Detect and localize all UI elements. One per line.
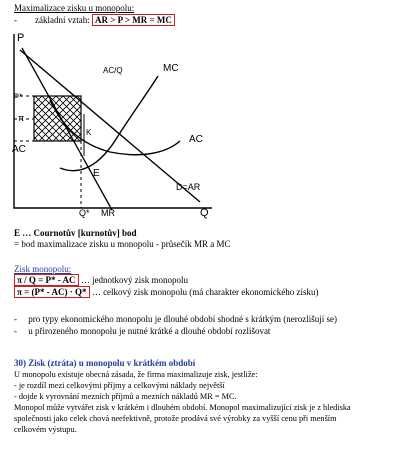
unit-profit-line [14,275,188,286]
basic-relation-formula: AR > P > MR = MC [92,14,175,26]
pi-label: π [18,113,25,123]
k-point-label: K [86,128,92,137]
e-point-label: E [93,168,100,179]
section30-line-2: - je rozdíl mezi celkovými příjmy a celkovými náklady největší [14,381,225,390]
mr-label: MR [101,208,115,218]
basic-relation-label [35,15,175,26]
total-profit-line [14,287,319,298]
section30-line-5: společnosti jako celek chová neefektivně, protože prodává své výrobky za vyšší cenu při menším [14,414,337,423]
profit-area [34,96,81,141]
x-axis-label: Q [200,207,209,219]
basic-relation-prefix: základní vztah: [35,15,90,25]
note-2: - u přirozeného monopolu je nutné krátké a dlouhé období rozlišovat [14,326,271,336]
q-star-label: Q* [79,208,90,218]
ac-over-q-label: AC/Q [103,66,123,75]
cournot-desc: = bod maximalizace zisku u monopolu - průsečík MR a MC [14,239,231,249]
note-2-text: u přirozeného monopolu je nutné krátké a dlouhé období rozlišovat [28,326,271,336]
cournot-title: E … Cournotův [kurnotův] bod [14,228,137,238]
note-1: - pro typy ekonomického monopolu je dlouhé období shodné s krátkým (nerozlišují se) [14,314,337,324]
bullet-dash: - [14,15,17,25]
unit-profit-formula: π / Q = P* - AC [14,274,79,286]
section30-title: 30) Zisk (ztráta) u monopolu v krátkém období [14,358,196,368]
p-star-label: P* [13,92,23,102]
section30-line-3: - dojde k vyrovnání mezních příjmů a mezních nákladů MR = MC. [14,392,237,401]
section30-line-4: Monopol může vytvářet zisk v krátkém i dlouhém období. Monopol maximalizující zisk je z hlediska [14,403,351,412]
ac-right-label: AC [189,134,203,145]
section-title: Maximalizace zisku u monopolu: [14,3,135,13]
unit-profit-desc: … jednotkový zisk monopolu [80,275,189,285]
dar-label: D=AR [176,182,201,192]
mc-label: MC [163,63,179,74]
total-profit-desc: … celkový zisk monopolu (má charakter ekonomického zisku) [91,287,319,297]
note-1-text: pro typy ekonomického monopolu je dlouhé období shodné s krátkým (nerozlišují se) [28,314,337,324]
ac-left-label: AC [12,144,26,155]
y-axis-label: P [17,32,25,44]
monopoly-graph [0,26,230,226]
section30-line-6: celkovém výstupu. [14,425,77,434]
section30-line-1: U monopolu existuje obecná zásada, že firma maximalizuje zisk, jestliže: [14,370,258,379]
total-profit-formula: π = (P* - AC) · Q* [14,286,90,298]
monopoly-profit-title: Zisk monopolu: [14,264,72,274]
